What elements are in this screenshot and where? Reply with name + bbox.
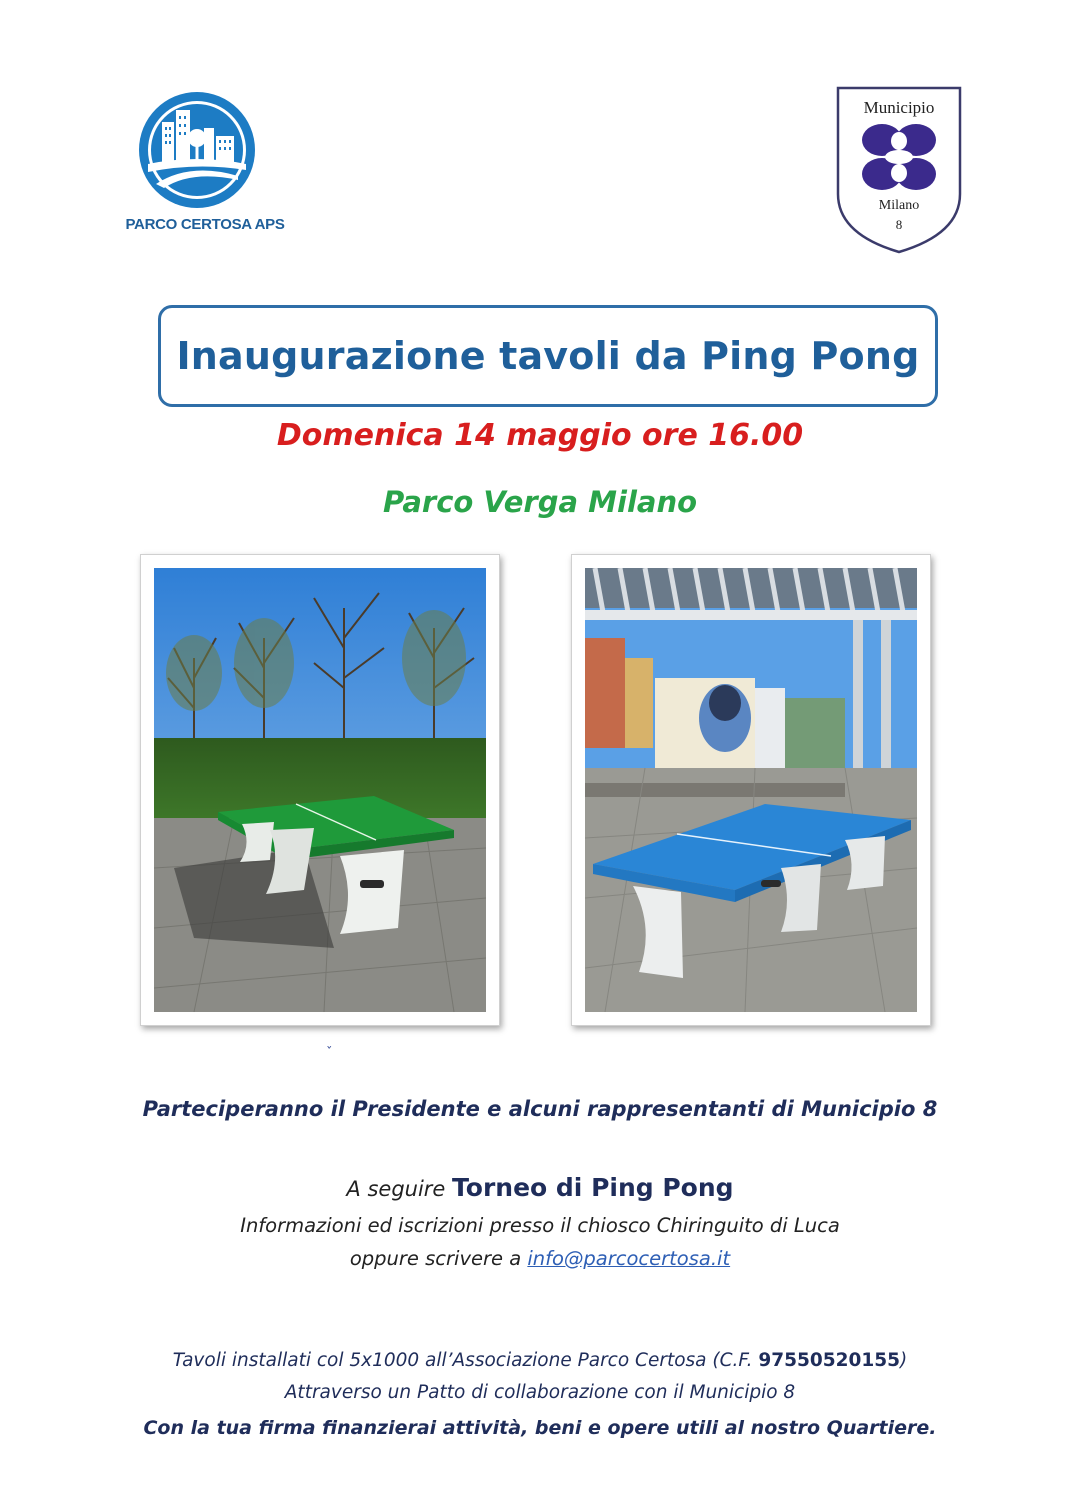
footer-line-3: Con la tua firma finanzierai attività, beni e opere utili al nostro Quartiere.: [143, 1417, 937, 1439]
small-mark: ˇ: [326, 1046, 333, 1061]
info-line: Informazioni ed iscrizioni presso il chiosco Chiringuito di Luca: [240, 1214, 840, 1237]
municipio-city: Milano: [878, 198, 920, 213]
event-place: Parco Verga Milano: [382, 485, 698, 519]
parco-certosa-logo-text: PARCO CERTOSA APS: [125, 216, 285, 233]
participants-line: Parteciperanno il Presidente e alcuni rappresentanti di Municipio 8: [142, 1097, 938, 1121]
footer-line-1-prefix: Tavoli installati col 5x1000 all’Associazione Parco Certosa (C.F.: [172, 1350, 759, 1371]
contact-prefix: oppure scrivere a: [349, 1247, 528, 1270]
title-box: [158, 305, 938, 407]
tournament-line: [0, 1173, 1080, 1202]
municipio-8-logo: [834, 84, 964, 256]
green-table-photo-illustration: [154, 568, 486, 1012]
page-title: Inaugurazione tavoli da Ping Pong: [176, 334, 920, 378]
tournament-prefix: A seguire: [346, 1177, 453, 1201]
municipio-numeral: [834, 134, 964, 135]
photo-blue-table: [571, 554, 931, 1026]
footer-line-2: Attraverso un Patto di collaborazione con il Municipio 8: [284, 1382, 796, 1403]
photo-green-table: [140, 554, 500, 1026]
email-link[interactable]: info@parcocertosa.it: [527, 1247, 731, 1270]
parco-certosa-logo: [120, 92, 290, 242]
municipio-bottom-number: 8: [895, 217, 903, 232]
tournament-name: Torneo di Ping Pong: [452, 1173, 734, 1202]
municipio-label: Municipio: [863, 98, 935, 117]
footer-line-1-suffix: ): [900, 1350, 908, 1371]
blue-table-photo-illustration: [585, 568, 917, 1012]
parco-certosa-emblem-icon: [120, 92, 290, 214]
tax-code: 97550520155: [758, 1350, 901, 1371]
contact-line: [0, 1247, 1080, 1270]
event-date: Domenica 14 maggio ore 16.00: [276, 418, 804, 453]
footer-line-1: [0, 1350, 1080, 1371]
